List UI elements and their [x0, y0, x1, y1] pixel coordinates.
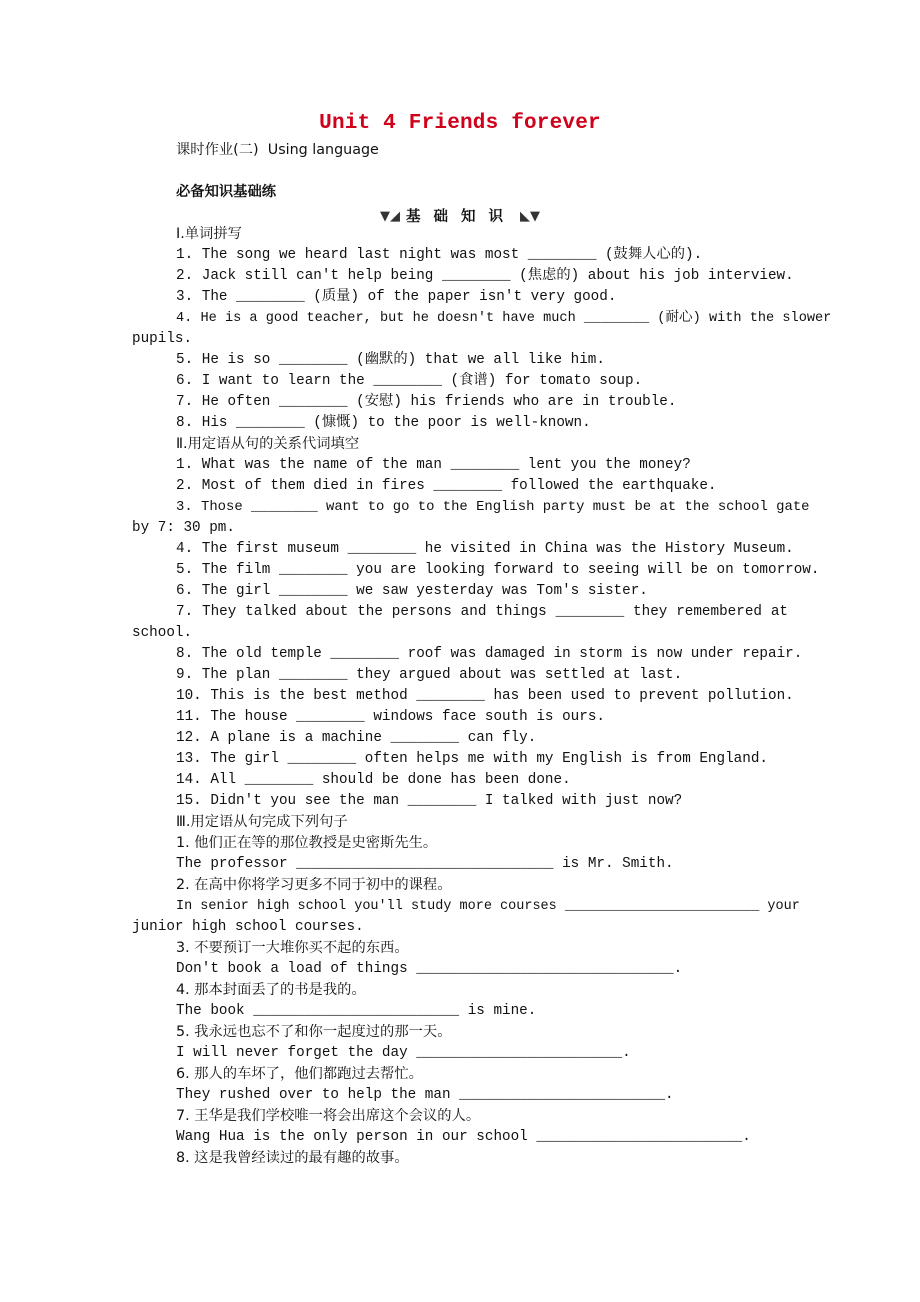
- banner-right-marks: ◣▼: [520, 209, 540, 224]
- subtitle: 课时作业(二) Using language: [176, 142, 379, 158]
- part2-item: 4. The first museum ________ he visited in China was the History Museum.: [176, 541, 794, 557]
- part3-heading: Ⅲ.用定语从句完成下列句子: [176, 814, 348, 830]
- part2-item: 13. The girl ________ often helps me with my English is from England.: [176, 751, 768, 767]
- part3-prompt-cn: 7. 王华是我们学校唯一将会出席这个会议的人。: [176, 1108, 481, 1124]
- part2-item: 1. What was the name of the man ________ lent you the money?: [176, 457, 691, 473]
- part3-answer-line: The book ________________________ is mine.: [176, 1003, 537, 1019]
- part3-prompt-cn: 6. 那人的车坏了，他们都跑过去帮忙。: [176, 1066, 423, 1082]
- part2-item-continued: school.: [132, 625, 193, 641]
- part3-prompt-cn: 5. 我永远也忘不了和你一起度过的那一天。: [176, 1024, 452, 1040]
- part2-item: 7. They talked about the persons and things ________ they remembered at: [176, 604, 788, 620]
- part2-item: 6. The girl ________ we saw yesterday was Tom's sister.: [176, 583, 648, 599]
- part3-prompt-cn: 4. 那本封面丢了的书是我的。: [176, 982, 366, 998]
- part2-item: 2. Most of them died in fires ________ followed the earthquake.: [176, 478, 717, 494]
- part2-item: 3. Those ________ want to go to the English party must be at the school gate: [176, 499, 810, 515]
- banner-text: 基础知识: [406, 209, 516, 225]
- part3-prompt-cn: 3. 不要预订一大堆你买不起的东西。: [176, 940, 409, 956]
- part3-answer-line: The professor ______________________________ is Mr. Smith.: [176, 856, 674, 872]
- part2-item: 5. The film ________ you are looking forward to seeing will be on tomorrow.: [176, 562, 820, 578]
- part2-item: 9. The plan ________ they argued about was settled at last.: [176, 667, 683, 683]
- part3-prompt-cn: 8. 这是我曾经读过的最有趣的故事。: [176, 1150, 409, 1166]
- part1-item: 1. The song we heard last night was most ________ (鼓舞人心的).: [176, 247, 703, 263]
- part2-item: 12. A plane is a machine ________ can fly.: [176, 730, 537, 746]
- part1-item: 2. Jack still can't help being ________ (焦虑的) about his job interview.: [176, 268, 794, 284]
- part3-answer-line: In senior high school you'll study more courses ________________________ your: [176, 899, 800, 914]
- part2-item: 10. This is the best method ________ has been used to prevent pollution.: [176, 688, 794, 704]
- section-head: 必备知识基础练: [176, 184, 277, 200]
- part3-answer-line: Wang Hua is the only person in our school ________________________.: [176, 1129, 751, 1145]
- part2-item-continued: by 7: 30 pm.: [132, 520, 235, 536]
- part1-item: 4. He is a good teacher, but he doesn't have much ________ (耐心) with the slower: [176, 311, 832, 326]
- part2-heading: Ⅱ.用定语从句的关系代词填空: [176, 436, 360, 452]
- part3-answer-line: Don't book a load of things ______________________________.: [176, 961, 683, 977]
- part2-item: 15. Didn't you see the man ________ I talked with just now?: [176, 793, 683, 809]
- page-title: Unit 4 Friends forever: [319, 112, 601, 135]
- part3-prompt-cn: 1. 他们正在等的那位教授是史密斯先生。: [176, 835, 438, 851]
- part2-item: 14. All ________ should be done has been done.: [176, 772, 571, 788]
- part1-item: 7. He often ________ (安慰) his friends who are in trouble.: [176, 394, 677, 410]
- part3-answer-continued: junior high school courses.: [132, 919, 364, 935]
- part1-item: 3. The ________ (质量) of the paper isn't very good.: [176, 289, 617, 305]
- part2-item: 8. The old temple ________ roof was damaged in storm is now under repair.: [176, 646, 803, 662]
- part1-item-continued: pupils.: [132, 331, 193, 347]
- banner-left-marks: ▼◢: [380, 209, 400, 224]
- part3-prompt-cn: 2. 在高中你将学习更多不同于初中的课程。: [176, 877, 452, 893]
- part1-item: 6. I want to learn the ________ (食谱) for tomato soup.: [176, 373, 643, 389]
- part3-answer-line: They rushed over to help the man ________________________.: [176, 1087, 674, 1103]
- part2-item: 11. The house ________ windows face south is ours.: [176, 709, 605, 725]
- part1-item: 5. He is so ________ (幽默的) that we all like him.: [176, 352, 605, 368]
- basic-knowledge-banner: [0, 205, 920, 226]
- part3-answer-line: I will never forget the day ________________________.: [176, 1045, 631, 1061]
- part1-heading: Ⅰ.单词拼写: [176, 226, 242, 242]
- part1-item: 8. His ________ (慷慨) to the poor is well-known.: [176, 415, 591, 431]
